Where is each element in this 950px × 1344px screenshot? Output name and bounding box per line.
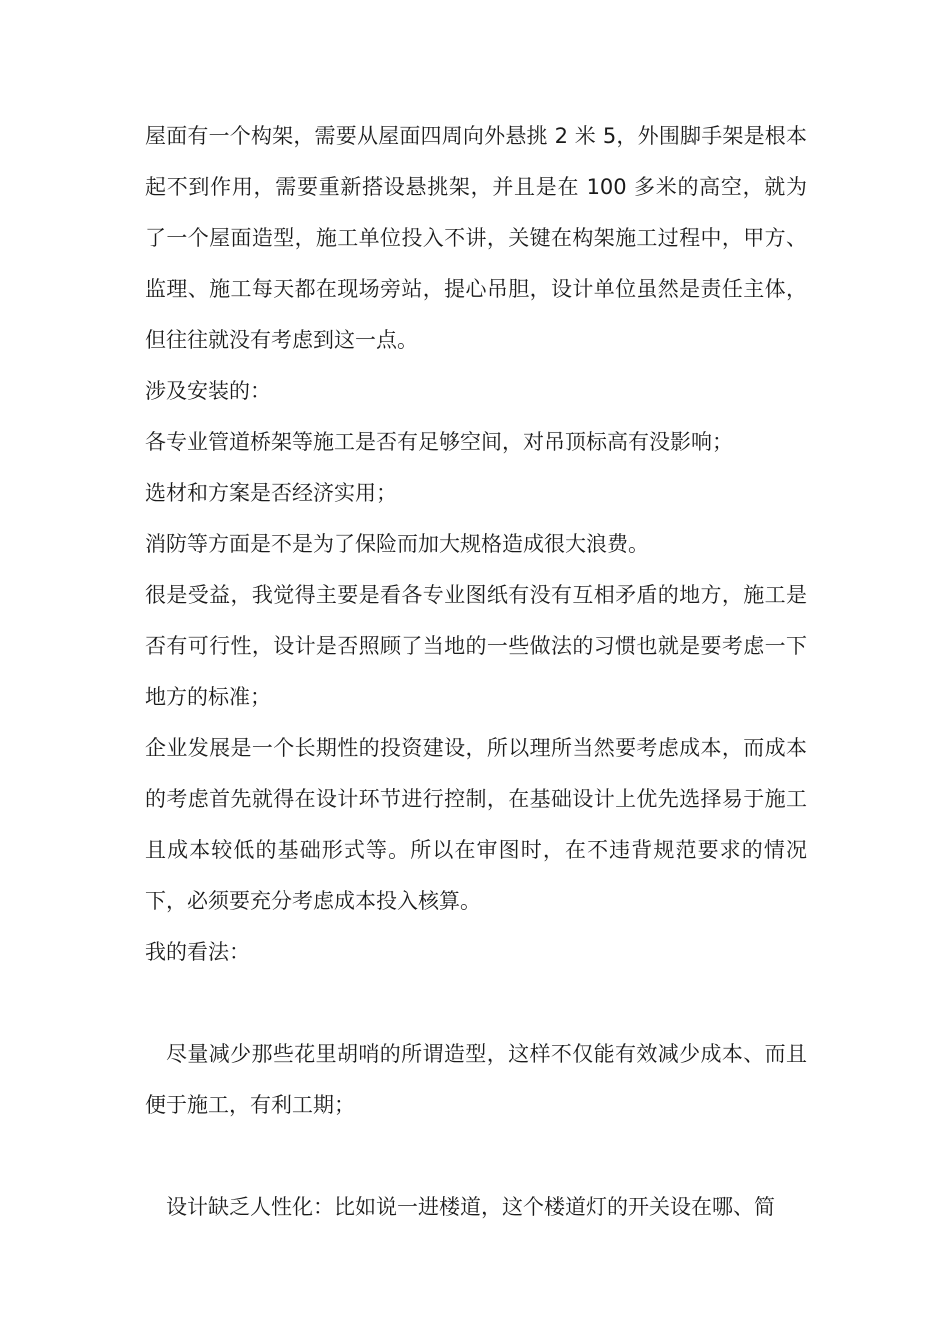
- paragraph-pipe-space: 各专业管道桥架等施工是否有足够空间，对吊顶标高有没影响；: [145, 430, 733, 454]
- paragraph-reduce-decoration: 尽量减少那些花里胡哨的所谓造型，这样不仅能有效减少成本、而且便于施工，有利工期；: [145, 1042, 807, 1117]
- paragraph-my-view-heading: 我的看法：: [145, 940, 250, 964]
- blank-line: [145, 1131, 807, 1182]
- paragraph-fire-protection: 消防等方面是不是为了保险而加大规格造成很大浪费。: [145, 532, 649, 556]
- paragraph-material-selection: 选材和方案是否经济实用；: [145, 481, 397, 505]
- blank-line: [145, 978, 807, 1029]
- paragraph-installation-heading: 涉及安装的：: [145, 379, 271, 403]
- paragraph-benefit: 很是受益，我觉得主要是看各专业图纸有没有互相矛盾的地方，施工是否有可行性，设计是否照顾了当地的一些做法的习惯也就是要考虑一下地方的标准；: [145, 583, 807, 709]
- paragraph-cost-control: 企业发展是一个长期性的投资建设，所以理所当然要考虑成本，而成本的考虑首先就得在设计环节进行控制，在基础设计上优先选择易于施工且成本较低的基础形式等。所以在审图时，在不违背规范要求的情况下，必须要充分考虑成本投入核算。: [145, 736, 807, 913]
- paragraph-roof-structure: 屋面有一个构架，需要从屋面四周向外悬挑 2 米 5，外围脚手架是根本起不到作用，需要重新搭设悬挑架，并且是在 100 多米的高空，就为了一个屋面造型，施工单位投入不讲，关键在构架施工过程中，甲方、监理、施工每天都在现场旁站，提心吊胆，设计单位虽然是责任主体，但往往就没有考虑到这一点。: [145, 124, 807, 352]
- paragraph-humanized-design: 设计缺乏人性化：比如说一进楼道，这个楼道灯的开关设在哪、简: [166, 1195, 775, 1219]
- document-body: [145, 111, 807, 1233]
